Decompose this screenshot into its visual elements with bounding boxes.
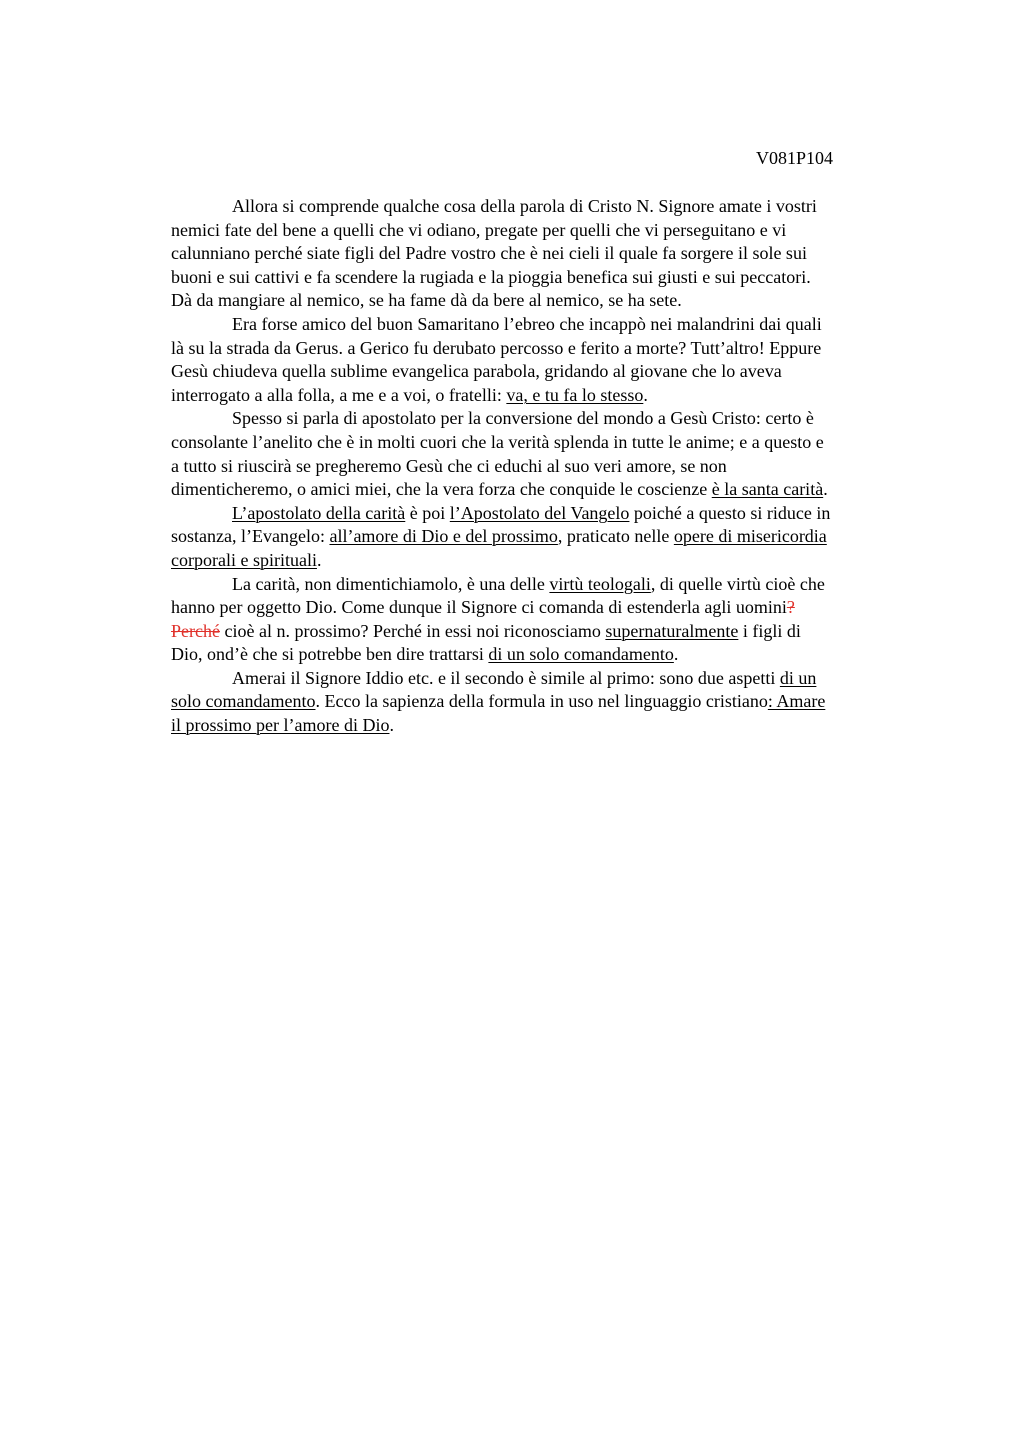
text-line	[171, 502, 931, 526]
text-run: cioè al n. prossimo? Perché in essi noi riconosciamo	[219, 620, 606, 641]
underlined-phrase: all’amore di Dio e del prossimo	[329, 526, 558, 547]
text-run: , praticato nelle	[557, 526, 674, 547]
text-line: Era forse amico del buon Samaritano l’ebreo che incappò nei malandrini dai quali	[232, 313, 822, 334]
text-line	[171, 549, 931, 573]
text-line	[171, 525, 931, 549]
underlined-phrase: solo comandamento	[171, 691, 316, 712]
underlined-phrase: opere di misericordia	[673, 526, 827, 547]
text-line	[171, 573, 931, 597]
text-run: Dio, ond’è che si potrebbe ben dire trattarsi	[171, 644, 489, 665]
underlined-phrase: : Amare	[767, 691, 826, 712]
deleted-text: ?	[786, 597, 795, 618]
text-line: Dà da mangiare al nemico, se ha fame dà da bere al nemico, se ha sete.	[171, 290, 682, 311]
text-line	[171, 667, 931, 691]
text-line	[171, 690, 931, 714]
text-line	[171, 478, 931, 502]
text-run: .	[823, 479, 828, 500]
text-line	[171, 643, 931, 667]
text-run: .	[389, 715, 394, 736]
underlined-phrase: va, e tu fa lo stesso	[506, 384, 644, 405]
paragraph-6	[171, 667, 931, 738]
text-line: nemici fate del bene a quelli che vi odiano, pregate per quelli che vi perseguitano e vi	[171, 219, 787, 240]
text-line	[171, 596, 931, 620]
underlined-phrase: supernaturalmente	[605, 620, 739, 641]
text-run: La carità, non dimentichiamolo, è una delle	[232, 573, 550, 594]
text-run: interrogato a alla folla, a me e a voi, o fratelli:	[171, 384, 507, 405]
text-run: sostanza, l’Evangelo:	[171, 526, 330, 547]
text-line: là su la strada da Gerus. a Gerico fu derubato percosso e ferito a morte? Tutt’altro! Eppure	[171, 337, 822, 358]
underlined-phrase: l’Apostolato del Vangelo	[449, 502, 630, 523]
underlined-phrase: è la santa carità	[711, 479, 824, 500]
text-run: hanno per oggetto Dio. Come dunque il Signore ci comanda di estenderla agli uomini	[171, 597, 787, 618]
text-line: calunniano perché siate figli del Padre vostro che è nei cieli il quale fa sorgere il sole sui	[171, 243, 807, 264]
text-run: Amerai il Signore Iddio etc. e il secondo è simile al primo: sono due aspetti	[232, 667, 780, 688]
underlined-phrase: di un	[779, 667, 817, 688]
text-line: Allora si comprende qualche cosa della parola di Cristo N. Signore amate i vostri	[232, 196, 817, 216]
page-identifier: V081P104	[756, 148, 834, 168]
paragraph-3	[171, 407, 931, 501]
text-run: i figli di	[738, 620, 801, 641]
text-run: .	[643, 384, 648, 405]
underlined-phrase: virtù teologali	[549, 573, 651, 594]
text-line	[171, 384, 931, 408]
underlined-phrase: di un solo comandamento	[488, 644, 674, 665]
deleted-text: Perché	[171, 620, 220, 641]
text-line: a tutto si riuscirà se pregheremo Gesù che ci educhi al suo veri amore, se non	[171, 455, 727, 476]
text-run: poiché a questo si riduce in	[629, 502, 831, 523]
text-run: dimenticheremo, o amici miei, che la vera forza che conquide le coscienze	[171, 479, 712, 500]
underlined-phrase: il prossimo per l’amore di Dio	[171, 715, 390, 736]
paragraph-4	[171, 502, 931, 573]
text-line: Spesso si parla di apostolato per la conversione del mondo a Gesù Cristo: certo è	[232, 408, 814, 429]
text-line	[171, 620, 931, 644]
text-run: .	[673, 644, 679, 665]
paragraph-2	[171, 313, 931, 407]
text-line: consolante l’anelito che è in molti cuori che la verità splenda in tutte le anime; e a questo e	[171, 431, 824, 452]
text-line	[171, 714, 931, 738]
paragraph-1	[171, 195, 931, 313]
underlined-phrase: L’apostolato della carità	[232, 502, 406, 523]
text-run: . Ecco la sapienza della formula in uso nel linguaggio cristiano	[315, 691, 768, 712]
underlined-phrase: corporali e spirituali	[171, 549, 317, 570]
document-body	[171, 195, 931, 738]
text-line: Gesù chiudeva quella sublime evangelica parabola, gridando al giovane che lo aveva	[171, 361, 782, 382]
text-run: .	[316, 549, 322, 570]
text-line: buoni e sui cattivi e fa scendere la rugiada e la pioggia benefica sui giusti e sui peccatori.	[171, 266, 811, 287]
text-run: , di quelle virtù cioè che	[650, 573, 825, 594]
text-run: è poi	[405, 502, 450, 523]
paragraph-5	[171, 573, 931, 667]
